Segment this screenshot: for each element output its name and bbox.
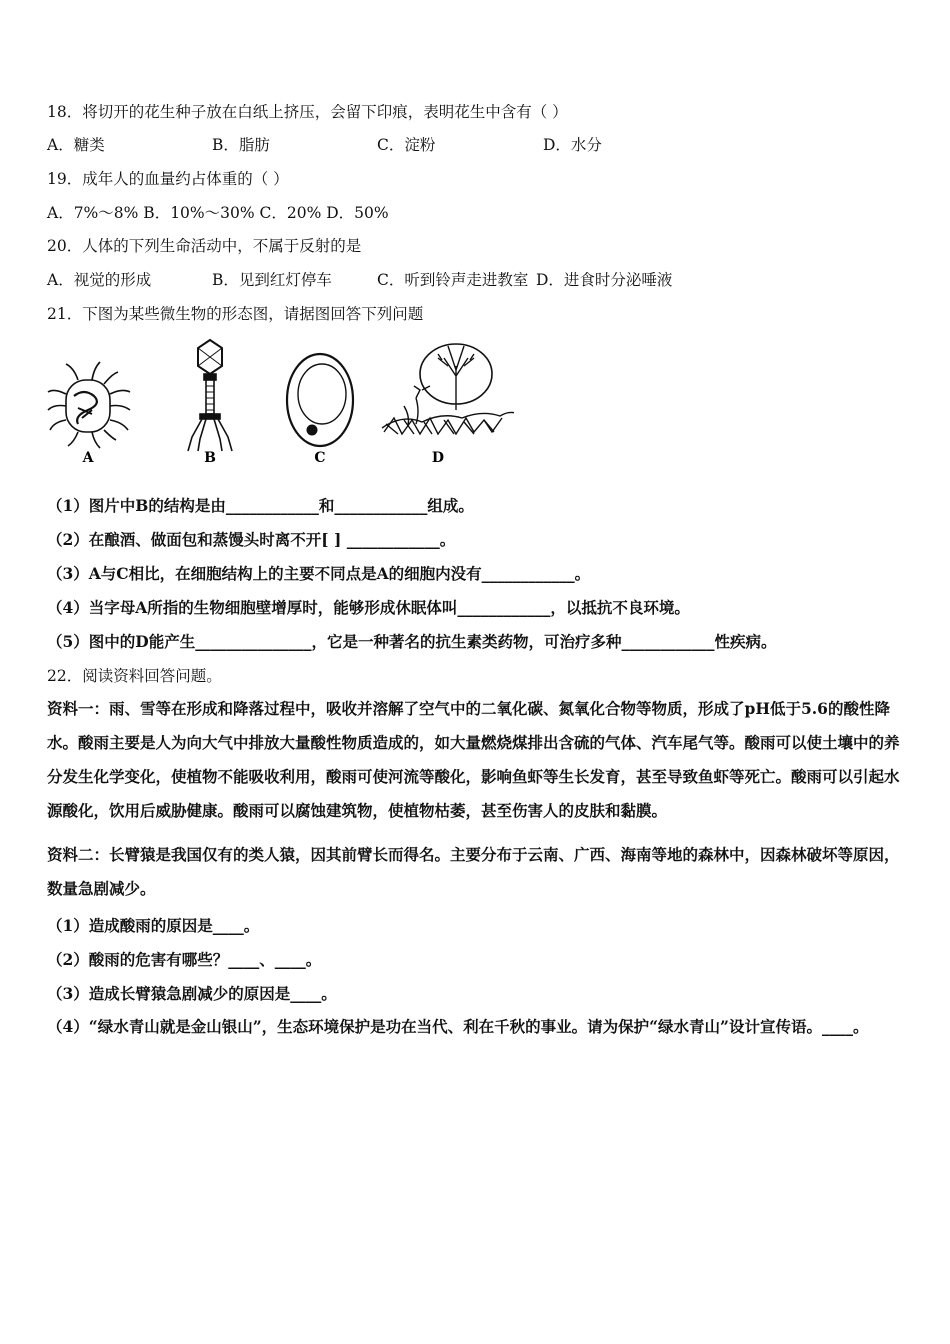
q21-sub-3: （3）A与C相比，在细胞结构上的主要不同点是A的细胞内没有____________。 — [47, 564, 591, 583]
q20-option-b: B．见到红灯停车 — [212, 271, 332, 289]
q18-option-c: C．淀粉 — [377, 136, 436, 154]
yeast-drawing — [287, 354, 353, 446]
figure-label-b: B — [204, 450, 216, 466]
q21-sub-4: （4）当字母A所指的生物细胞壁增厚时，能够形成休眠体叫____________，以抵抗不良环境。 — [47, 598, 690, 617]
q19-options: A．7%～8% B．10%～30% C．20% D．50% — [47, 204, 389, 222]
figure-label-a: A — [82, 450, 94, 466]
q22-stem: 22．阅读资料回答问题。 — [47, 667, 222, 685]
q18-option-b: B．脂肪 — [212, 136, 270, 154]
mold-drawing — [382, 344, 514, 434]
q22-material-2: 资料二：长臂猿是我国仅有的类人猿，因其前臂长而得名。主要分布于云南、广西、海南等地的森林中，因森林破坏等原因，数量急剧减少。 — [47, 845, 900, 898]
q22-sub-2: （2）酸雨的危害有哪些？____、____。 — [47, 950, 322, 969]
q21-sub-2: （2）在酿酒、做面包和蒸馒头时离不开[ ] ____________。 — [47, 530, 456, 549]
q18-option-d: D．水分 — [543, 136, 602, 154]
q20-option-c: C．听到铃声走进教室 — [377, 271, 529, 289]
q21-sub-1: （1）图片中B的结构是由____________和____________组成。 — [47, 496, 474, 515]
q21-stem: 21．下图为某些微生物的形态图，请据图回答下列问题 — [47, 305, 424, 323]
q20-option-a: A．视觉的形成 — [47, 271, 152, 289]
q18-stem: 18．将切开的花生种子放在白纸上挤压，会留下印痕，表明花生中含有（ ） — [47, 103, 568, 121]
bacterium-drawing — [48, 362, 130, 448]
q18-option-a: A．糖类 — [47, 136, 105, 154]
q22-material-1: 资料一：雨、雪等在形成和降落过程中，吸收并溶解了空气中的二氧化碳、氮氧化合物等物质，形成了pH低于5.6的酸性降水。酸雨主要是人为向大气中排放大量酸性物质造成的，如大量燃烧煤排出含硫的气体、汽车尾气等。酸雨可以使土壤中的养分发生化学变化，使植物不能吸收利用，酸雨可使河流等酸化，影响鱼虾等生长发育，甚至导致鱼虾等死亡。酸雨可以引起水源酸化，饮用后威胁健康。酸雨可以腐蚀建筑物，使植物枯萎，甚至伤害人的皮肤和黏膜。 — [47, 699, 900, 820]
q20-stem: 20．人体的下列生命活动中，不属于反射的是 — [47, 237, 362, 255]
q19-stem: 19．成年人的血量约占体重的（ ） — [47, 170, 289, 188]
virus-drawing — [188, 340, 232, 451]
figure-label-d: D — [431, 450, 445, 466]
q22-sub-3: （3）造成长臂猿急剧减少的原因是____。 — [47, 984, 337, 1003]
figure-label-c: C — [314, 450, 326, 466]
microorganism-figure — [44, 336, 514, 472]
q22-sub-4: （4）“绿水青山就是金山银山”，生态环境保护是功在当代、利在千秋的事业。请为保护“绿水青山”设计宣传语。____。 — [47, 1017, 869, 1036]
q21-sub-5: （5）图中的D能产生_______________，它是一种著名的抗生素类药物，可治疗多种____________性疾病。 — [47, 632, 777, 651]
q20-option-d: D．进食时分泌唾液 — [536, 271, 673, 289]
q22-sub-1: （1）造成酸雨的原因是____。 — [47, 916, 260, 935]
